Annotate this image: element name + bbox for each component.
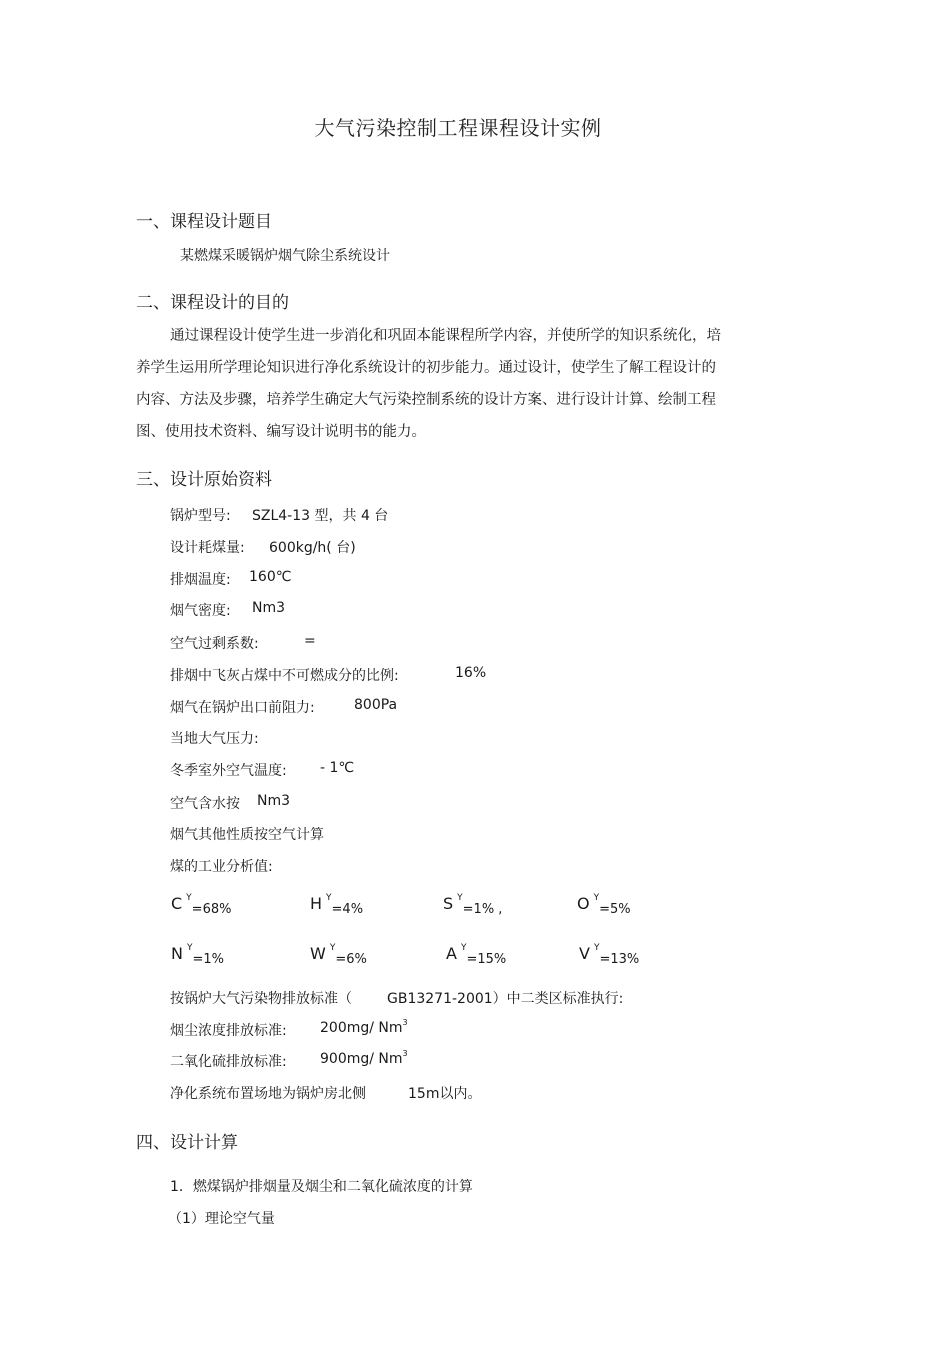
nitrogen-value: N $^Y$=1% [171,943,224,967]
sulfur-value: S $^Y$=1% , [443,893,503,917]
hydrogen-value: H $^Y$=4% [310,893,364,917]
paragraph-line: 养学生运用所学理论知识进行净化系统设计的初步能力。通过设计，使学生了解工程设计的 [136,360,716,376]
design-topic-text: 某燃煤采暖锅炉烟气除尘系统设计 [180,248,390,264]
water-value: W $^Y$=6% [310,943,367,967]
section-2-heading: 二、课程设计的目的 [136,293,289,313]
ash-value: A $^Y$=15% [446,943,507,967]
row-value: = [304,633,316,649]
row-value: GB13271-2001）中二类区标准执行: [387,991,624,1007]
exhaust-temp-row [170,569,292,589]
row-label: 烟气在锅炉出口前阻力: [170,700,315,716]
gas-density-row [170,600,286,620]
paragraph-line: 通过课程设计使学生进一步消化和巩固本能课程所学内容，并使所学的知识系统化，培 [170,328,721,344]
fly-ash-ratio-row [170,665,487,685]
row-label: 设计耗煤量: [170,540,245,556]
row-value: 15m以内。 [408,1086,482,1102]
row-label: 当地大气压力: [170,731,259,747]
section-4-heading: 四、设计计算 [136,1133,238,1153]
purpose-paragraph [136,320,736,448]
subsection-1-heading: 1．燃煤锅炉排烟量及烟尘和二氧化硫浓度的计算 [170,1179,473,1195]
carbon-value: C $^Y$=68% [171,893,232,917]
row-label: 空气过剩系数: [170,636,259,652]
subsection-1-1-heading: （1）理论空气量 [168,1211,275,1227]
boiler-model-row [170,505,389,525]
row-label: 排烟温度: [170,572,231,588]
dust-standard-row [170,1018,408,1040]
paragraph-line: 内容、方法及步骤，培养学生确定大气污染控制系统的设计方案、进行设计计算、绘制工程 [136,392,716,408]
row-value: Nm3 [257,793,291,809]
atmospheric-pressure-row [170,728,259,748]
paragraph-line: 图、使用技术资料、编写设计说明书的能力。 [136,424,426,440]
site-location-row [170,1083,482,1103]
row-value: - 1℃ [320,760,355,776]
coal-consumption-row [170,537,356,557]
row-label: 净化系统布置场地为锅炉房北侧 [170,1086,366,1102]
row-label: 烟气其他性质按空气计算 [170,827,324,843]
coal-analysis-row [170,856,273,876]
row-label: 烟气密度: [170,603,231,619]
row-value: 200mg/ Nm$^3$ [320,1018,408,1036]
row-value: 160℃ [249,569,292,585]
row-value: Nm3 [252,600,286,616]
winter-temp-row [170,760,355,780]
excess-air-row [170,633,316,653]
section-1-heading: 一、课程设计题目 [136,212,272,232]
outlet-resistance-row [170,697,398,717]
emission-standard-row [170,988,624,1008]
air-moisture-row [170,793,291,813]
other-properties-row [170,824,324,844]
row-value: 900mg/ Nm$^3$ [320,1049,408,1067]
row-value: 16% [455,665,487,681]
row-label: 锅炉型号: [170,508,231,524]
document-title: 大气污染控制工程课程设计实例 [314,116,602,140]
row-value: 600kg/h( 台) [269,540,356,556]
so2-standard-row [170,1049,408,1071]
row-label: 煤的工业分析值: [170,859,273,875]
row-label: 空气含水按 [170,796,240,812]
row-label: 二氧化硫排放标准: [170,1054,287,1070]
section-3-heading: 三、设计原始资料 [136,470,272,490]
row-label: 排烟中飞灰占煤中不可燃成分的比例: [170,668,399,684]
row-label: 冬季室外空气温度: [170,763,287,779]
row-value: 800Pa [354,697,398,713]
oxygen-value: O $^Y$=5% [577,893,631,917]
row-label: 烟尘浓度排放标准: [170,1023,287,1039]
row-label: 按锅炉大气污染物排放标准（ [170,991,352,1007]
row-value: SZL4-13 型，共 4 台 [252,508,389,524]
volatile-value: V $^Y$=13% [579,943,640,967]
